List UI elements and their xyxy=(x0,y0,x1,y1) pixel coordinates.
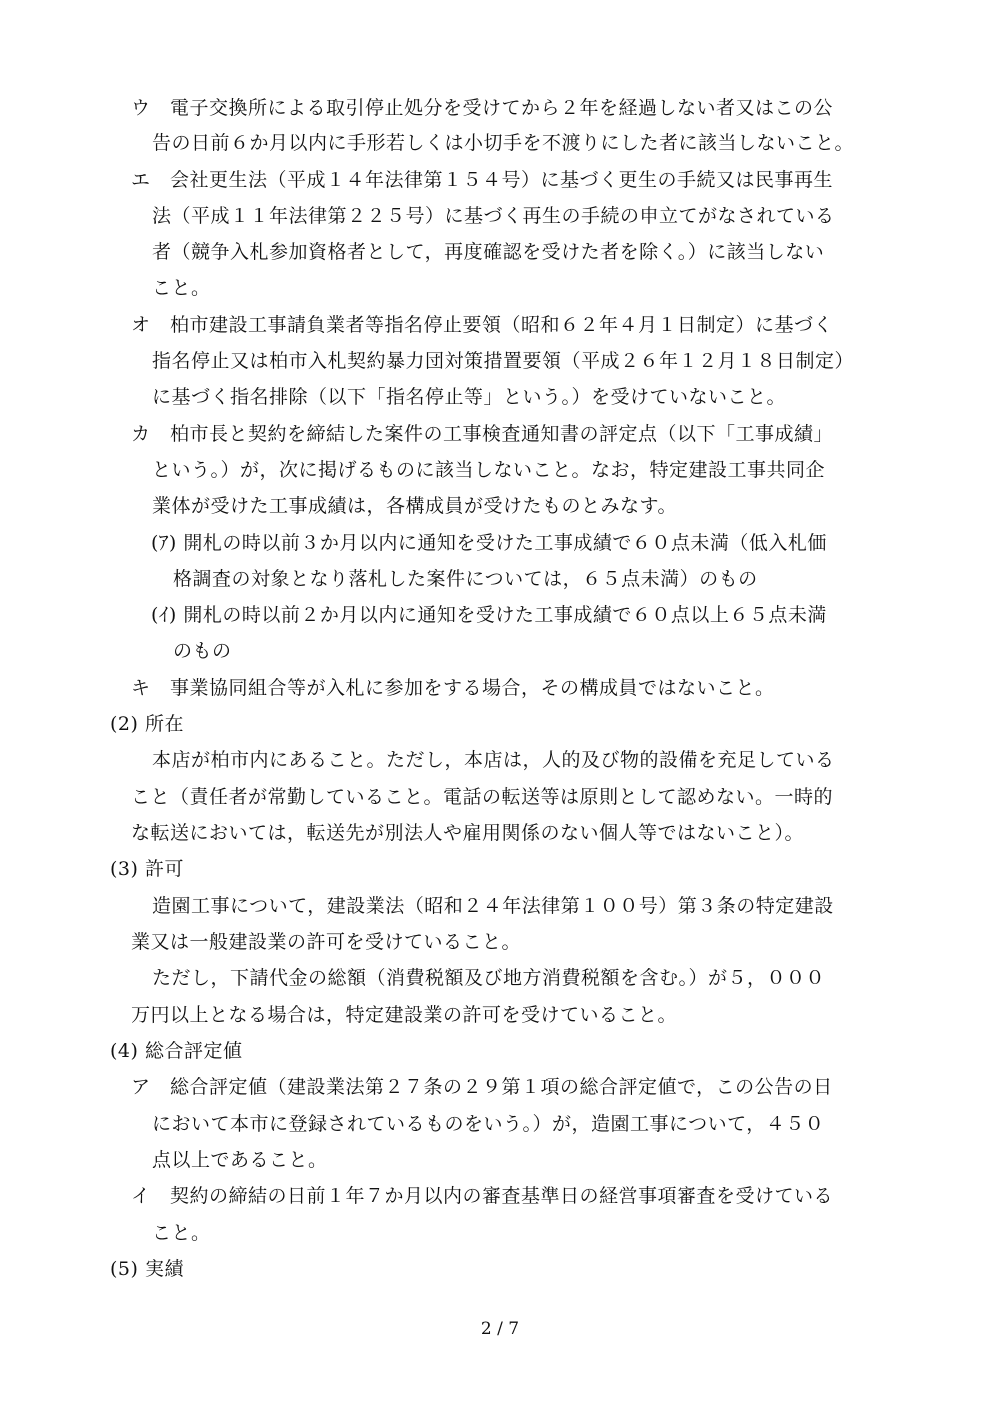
clause-o-line-2: 指名停止又は柏市入札契約暴力団対策措置要領（平成２６年１２月１８日制定） xyxy=(152,350,855,372)
clause-ki-line-1: キ 事業協同組合等が入札に参加をする場合，その構成員ではないこと。 xyxy=(131,677,775,699)
clause-4i-line-2: こと。 xyxy=(152,1222,211,1244)
subclause-a-line-1: (ｱ) 開札の時以前３か月以内に通知を受けた工事成績で６０点未満（低入札価 xyxy=(151,532,827,554)
clause-e-line-1: エ 会社更生法（平成１４年法律第１５４号）に基づく更生の手続又は民事再生 xyxy=(131,169,834,191)
section-3-heading: (3) 許可 xyxy=(110,858,184,880)
section-4-heading: (4) 総合評定値 xyxy=(110,1040,243,1062)
section-2-line-1: 本店が柏市内にあること。ただし，本店は，人的及び物的設備を充足している xyxy=(152,749,835,771)
section-3-line-1: 造園工事について，建設業法（昭和２４年法律第１００号）第３条の特定建設 xyxy=(152,895,834,917)
section-2-heading: (2) 所在 xyxy=(110,713,184,735)
clause-e-line-4: こと。 xyxy=(152,277,211,299)
section-2-line-3: な転送においては，転送先が別法人や雇用関係のない個人等ではないこと）。 xyxy=(131,822,805,844)
clause-ka-line-1: カ 柏市長と契約を締結した案件の工事検査通知書の評定点（以下「工事成績」 xyxy=(131,423,834,445)
clause-e-line-3: 者（競争入札参加資格者として，再度確認を受けた者を除く。）に該当しない xyxy=(152,241,825,263)
clause-ka-line-2: という。）が，次に掲げるものに該当しないこと。なお，特定建設工事共同企 xyxy=(152,459,826,481)
clause-4a-line-2: において本市に登録されているものをいう。）が，造園工事について，４５０ xyxy=(152,1113,825,1135)
page-indicator: 2 / 7 xyxy=(480,1319,520,1339)
section-5-heading: (5) 実績 xyxy=(110,1258,184,1280)
subclause-a-line-2: 格調査の対象となり落札した案件については，６５点未満）のもの xyxy=(173,568,758,590)
clause-ka-line-3: 業体が受けた工事成績は，各構成員が受けたものとみなす。 xyxy=(152,495,677,517)
clause-o-line-1: オ 柏市建設工事請負業者等指名停止要領（昭和６２年４月１日制定）に基づく xyxy=(131,314,834,336)
clause-u-line-1: ウ 電子交換所による取引停止処分を受けてから２年を経過しない者又はこの公 xyxy=(131,97,834,119)
section-3-line-3: ただし，下請代金の総額（消費税額及び地方消費税額を含む。）が５，０００ xyxy=(152,967,826,989)
section-2-line-2: こと（責任者が常勤していること。電話の転送等は原則として認めない。一時的 xyxy=(131,786,834,808)
clause-o-line-3: に基づく指名排除（以下「指名停止等」という。）を受けていないこと。 xyxy=(152,386,787,408)
section-3-line-2: 業又は一般建設業の許可を受けていること。 xyxy=(131,931,522,953)
subclause-i-line-2: のもの xyxy=(173,640,232,662)
clause-e-line-2: 法（平成１１年法律第２２５号）に基づく再生の手続の申立てがなされている xyxy=(152,205,835,227)
clause-4i-line-1: イ 契約の締結の日前１年７か月以内の審査基準日の経営事項審査を受けている xyxy=(131,1185,834,1207)
subclause-i-line-1: (ｲ) 開札の時以前２か月以内に通知を受けた工事成績で６０点以上６５点未満 xyxy=(151,604,827,626)
clause-4a-line-3: 点以上であること。 xyxy=(152,1149,328,1171)
clause-u-line-2: 告の日前６か月以内に手形若しくは小切手を不渡りにした者に該当しないこと。 xyxy=(152,132,855,154)
section-3-line-4: 万円以上となる場合は，特定建設業の許可を受けていること。 xyxy=(131,1004,678,1026)
clause-4a-line-1: ア 総合評定値（建設業法第２７条の２９第１項の総合評定値で，この公告の日 xyxy=(131,1076,833,1098)
